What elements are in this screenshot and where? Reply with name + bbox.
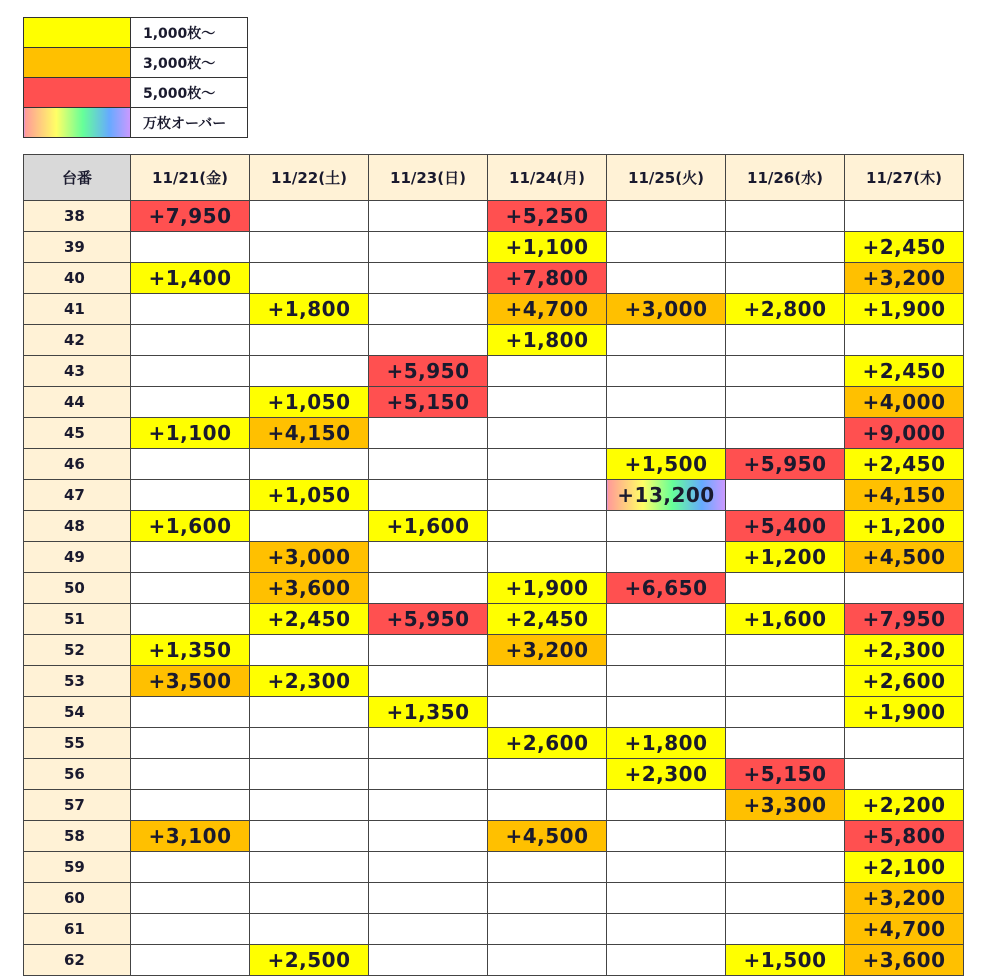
result-cell: [131, 480, 250, 511]
result-cell: [250, 232, 369, 263]
result-cell: +2,450: [488, 604, 607, 635]
result-cell: +3,600: [250, 573, 369, 604]
legend-swatch-orange: [24, 48, 131, 78]
result-cell: [131, 604, 250, 635]
table-row: [24, 387, 964, 418]
machine-number: 47: [24, 480, 131, 511]
result-cell: [726, 666, 845, 697]
result-cell: [488, 914, 607, 945]
result-cell: [726, 201, 845, 232]
result-cell: +4,500: [488, 821, 607, 852]
result-cell: +3,500: [131, 666, 250, 697]
result-cell: [250, 449, 369, 480]
result-cell: [250, 356, 369, 387]
result-cell: [369, 325, 488, 356]
result-cell: +1,050: [250, 480, 369, 511]
result-cell: [250, 759, 369, 790]
result-cell: +2,300: [607, 759, 726, 790]
result-cell: +4,150: [845, 480, 964, 511]
result-cell: [131, 325, 250, 356]
result-cell: [726, 232, 845, 263]
result-cell: [131, 232, 250, 263]
result-cell: +2,450: [845, 356, 964, 387]
result-cell: +1,050: [250, 387, 369, 418]
result-cell: +3,000: [250, 542, 369, 573]
result-cell: +4,700: [845, 914, 964, 945]
result-cell: +6,650: [607, 573, 726, 604]
result-cell: [845, 201, 964, 232]
result-cell: [131, 852, 250, 883]
result-cell: [726, 573, 845, 604]
table-row: [24, 883, 964, 914]
result-cell: +9,000: [845, 418, 964, 449]
legend-row: [24, 18, 248, 48]
result-cell: [726, 325, 845, 356]
machine-number: 43: [24, 356, 131, 387]
date-header: 11/27(木): [845, 155, 964, 201]
result-cell: [726, 480, 845, 511]
result-cell: [607, 511, 726, 542]
result-cell: [488, 945, 607, 976]
result-cell: +3,200: [488, 635, 607, 666]
result-cell: [131, 914, 250, 945]
legend-swatch-rainbow: [24, 108, 131, 138]
result-cell: [726, 418, 845, 449]
result-cell: [250, 201, 369, 232]
results-table: [23, 154, 964, 976]
result-cell: [845, 728, 964, 759]
machine-number: 56: [24, 759, 131, 790]
machine-number-header: 台番: [24, 155, 131, 201]
result-cell: [488, 387, 607, 418]
result-cell: [369, 790, 488, 821]
result-cell: +1,350: [131, 635, 250, 666]
machine-number: 61: [24, 914, 131, 945]
result-cell: [488, 759, 607, 790]
legend-label: 万枚オーバー: [131, 108, 248, 138]
legend-row: [24, 108, 248, 138]
result-cell: +3,200: [845, 883, 964, 914]
result-cell: [607, 697, 726, 728]
result-cell: +2,450: [250, 604, 369, 635]
result-cell: +1,200: [726, 542, 845, 573]
table-row: [24, 294, 964, 325]
machine-number: 46: [24, 449, 131, 480]
legend: [23, 17, 248, 138]
result-cell: [488, 480, 607, 511]
result-cell: [607, 604, 726, 635]
result-cell: +1,600: [131, 511, 250, 542]
result-cell: [726, 697, 845, 728]
table-row: [24, 728, 964, 759]
result-cell: [369, 294, 488, 325]
machine-number: 40: [24, 263, 131, 294]
result-cell: [488, 852, 607, 883]
machine-number: 42: [24, 325, 131, 356]
machine-number: 58: [24, 821, 131, 852]
machine-number: 54: [24, 697, 131, 728]
result-cell: [369, 821, 488, 852]
result-cell: [131, 759, 250, 790]
table-row: [24, 635, 964, 666]
result-cell: [488, 356, 607, 387]
result-cell: [488, 511, 607, 542]
result-cell: [250, 728, 369, 759]
result-cell: [488, 790, 607, 821]
table-row: [24, 759, 964, 790]
table-row: [24, 356, 964, 387]
result-cell: +1,400: [131, 263, 250, 294]
table-row: [24, 449, 964, 480]
legend-label: 3,000枚～: [131, 48, 248, 78]
result-cell: +13,200: [607, 480, 726, 511]
result-cell: +1,200: [845, 511, 964, 542]
result-cell: +2,800: [726, 294, 845, 325]
table-row: [24, 666, 964, 697]
result-cell: [607, 883, 726, 914]
result-cell: [131, 356, 250, 387]
result-cell: [607, 387, 726, 418]
result-cell: +2,300: [250, 666, 369, 697]
table-row: [24, 604, 964, 635]
result-cell: [369, 418, 488, 449]
result-cell: [607, 914, 726, 945]
result-cell: [369, 232, 488, 263]
result-cell: [607, 666, 726, 697]
result-cell: +5,150: [726, 759, 845, 790]
machine-number: 57: [24, 790, 131, 821]
result-cell: +1,600: [369, 511, 488, 542]
result-cell: [131, 387, 250, 418]
result-cell: [250, 511, 369, 542]
result-cell: [607, 542, 726, 573]
machine-number: 62: [24, 945, 131, 976]
result-cell: [131, 728, 250, 759]
result-cell: +7,950: [131, 201, 250, 232]
result-cell: [726, 263, 845, 294]
result-cell: [488, 418, 607, 449]
result-cell: [488, 542, 607, 573]
result-cell: [726, 914, 845, 945]
result-cell: +5,250: [488, 201, 607, 232]
result-cell: [845, 759, 964, 790]
result-cell: +2,300: [845, 635, 964, 666]
result-cell: [607, 263, 726, 294]
result-cell: +5,150: [369, 387, 488, 418]
result-cell: [726, 387, 845, 418]
table-row: [24, 852, 964, 883]
result-cell: +4,150: [250, 418, 369, 449]
result-cell: [607, 790, 726, 821]
table-row: [24, 418, 964, 449]
machine-number: 44: [24, 387, 131, 418]
result-cell: +7,800: [488, 263, 607, 294]
result-cell: +1,800: [488, 325, 607, 356]
machine-number: 53: [24, 666, 131, 697]
result-cell: [369, 914, 488, 945]
result-cell: [488, 449, 607, 480]
table-row: [24, 542, 964, 573]
result-cell: +1,800: [250, 294, 369, 325]
machine-number: 60: [24, 883, 131, 914]
table-row: [24, 325, 964, 356]
result-cell: [131, 697, 250, 728]
result-cell: [726, 728, 845, 759]
result-cell: +2,600: [845, 666, 964, 697]
result-cell: +1,900: [845, 294, 964, 325]
legend-row: [24, 78, 248, 108]
result-cell: +1,900: [488, 573, 607, 604]
machine-number: 41: [24, 294, 131, 325]
machine-number: 49: [24, 542, 131, 573]
result-cell: [131, 790, 250, 821]
result-cell: +7,950: [845, 604, 964, 635]
machine-number: 52: [24, 635, 131, 666]
result-cell: [131, 573, 250, 604]
result-cell: [726, 883, 845, 914]
result-cell: [726, 821, 845, 852]
result-cell: [607, 821, 726, 852]
result-cell: [250, 821, 369, 852]
result-cell: [369, 542, 488, 573]
machine-number: 39: [24, 232, 131, 263]
date-header: 11/21(金): [131, 155, 250, 201]
result-cell: +1,800: [607, 728, 726, 759]
result-cell: [250, 883, 369, 914]
result-cell: [726, 635, 845, 666]
result-cell: +1,600: [726, 604, 845, 635]
result-cell: [369, 945, 488, 976]
result-cell: [369, 480, 488, 511]
result-cell: [131, 883, 250, 914]
result-cell: [726, 356, 845, 387]
result-cell: +1,100: [131, 418, 250, 449]
result-cell: [369, 759, 488, 790]
result-cell: [369, 635, 488, 666]
result-cell: [369, 852, 488, 883]
result-cell: +1,500: [607, 449, 726, 480]
result-cell: +1,900: [845, 697, 964, 728]
result-cell: [369, 666, 488, 697]
result-cell: [369, 573, 488, 604]
legend-swatch-red: [24, 78, 131, 108]
result-cell: [607, 232, 726, 263]
result-cell: [726, 852, 845, 883]
result-cell: +3,000: [607, 294, 726, 325]
result-cell: [369, 883, 488, 914]
result-cell: +4,000: [845, 387, 964, 418]
table-row: [24, 201, 964, 232]
legend-label: 1,000枚～: [131, 18, 248, 48]
table-row: [24, 945, 964, 976]
date-header: 11/24(月): [488, 155, 607, 201]
legend-swatch-yellow: [24, 18, 131, 48]
result-cell: +1,350: [369, 697, 488, 728]
machine-number: 50: [24, 573, 131, 604]
table-row: [24, 511, 964, 542]
result-cell: [131, 542, 250, 573]
table-row: [24, 480, 964, 511]
table-row: [24, 263, 964, 294]
result-cell: [250, 790, 369, 821]
result-cell: [607, 945, 726, 976]
machine-number: 51: [24, 604, 131, 635]
result-cell: [250, 852, 369, 883]
result-cell: [607, 852, 726, 883]
result-cell: [250, 697, 369, 728]
machine-number: 55: [24, 728, 131, 759]
date-header: 11/26(水): [726, 155, 845, 201]
result-cell: [131, 449, 250, 480]
result-cell: [488, 666, 607, 697]
result-cell: [250, 263, 369, 294]
legend-row: [24, 48, 248, 78]
result-cell: +5,400: [726, 511, 845, 542]
result-cell: +1,500: [726, 945, 845, 976]
result-cell: +2,600: [488, 728, 607, 759]
result-cell: [369, 449, 488, 480]
table-row: [24, 697, 964, 728]
result-cell: [845, 573, 964, 604]
result-cell: +3,600: [845, 945, 964, 976]
machine-number: 38: [24, 201, 131, 232]
result-cell: +2,200: [845, 790, 964, 821]
result-cell: +5,950: [369, 356, 488, 387]
result-cell: +3,300: [726, 790, 845, 821]
result-cell: +3,100: [131, 821, 250, 852]
result-cell: [607, 325, 726, 356]
result-cell: [131, 294, 250, 325]
table-row: [24, 821, 964, 852]
date-header: 11/22(土): [250, 155, 369, 201]
result-cell: +4,500: [845, 542, 964, 573]
result-cell: +2,500: [250, 945, 369, 976]
result-cell: +2,450: [845, 232, 964, 263]
table-row: [24, 790, 964, 821]
result-cell: [607, 201, 726, 232]
result-cell: +5,950: [369, 604, 488, 635]
result-cell: +5,800: [845, 821, 964, 852]
result-cell: [488, 697, 607, 728]
result-cell: +2,100: [845, 852, 964, 883]
legend-label: 5,000枚～: [131, 78, 248, 108]
machine-number: 59: [24, 852, 131, 883]
result-cell: +2,450: [845, 449, 964, 480]
machine-number: 48: [24, 511, 131, 542]
result-cell: +3,200: [845, 263, 964, 294]
table-row: [24, 914, 964, 945]
result-cell: [369, 728, 488, 759]
machine-number: 45: [24, 418, 131, 449]
result-cell: [131, 945, 250, 976]
result-cell: [369, 263, 488, 294]
result-cell: [607, 635, 726, 666]
result-cell: [369, 201, 488, 232]
date-header: 11/23(日): [369, 155, 488, 201]
result-cell: [845, 325, 964, 356]
result-cell: [488, 883, 607, 914]
result-cell: [607, 356, 726, 387]
result-cell: +5,950: [726, 449, 845, 480]
table-row: [24, 232, 964, 263]
result-cell: [250, 914, 369, 945]
result-cell: +4,700: [488, 294, 607, 325]
result-cell: [250, 635, 369, 666]
result-cell: [250, 325, 369, 356]
table-row: [24, 573, 964, 604]
table-header-row: [24, 155, 964, 201]
result-cell: [607, 418, 726, 449]
date-header: 11/25(火): [607, 155, 726, 201]
result-cell: +1,100: [488, 232, 607, 263]
